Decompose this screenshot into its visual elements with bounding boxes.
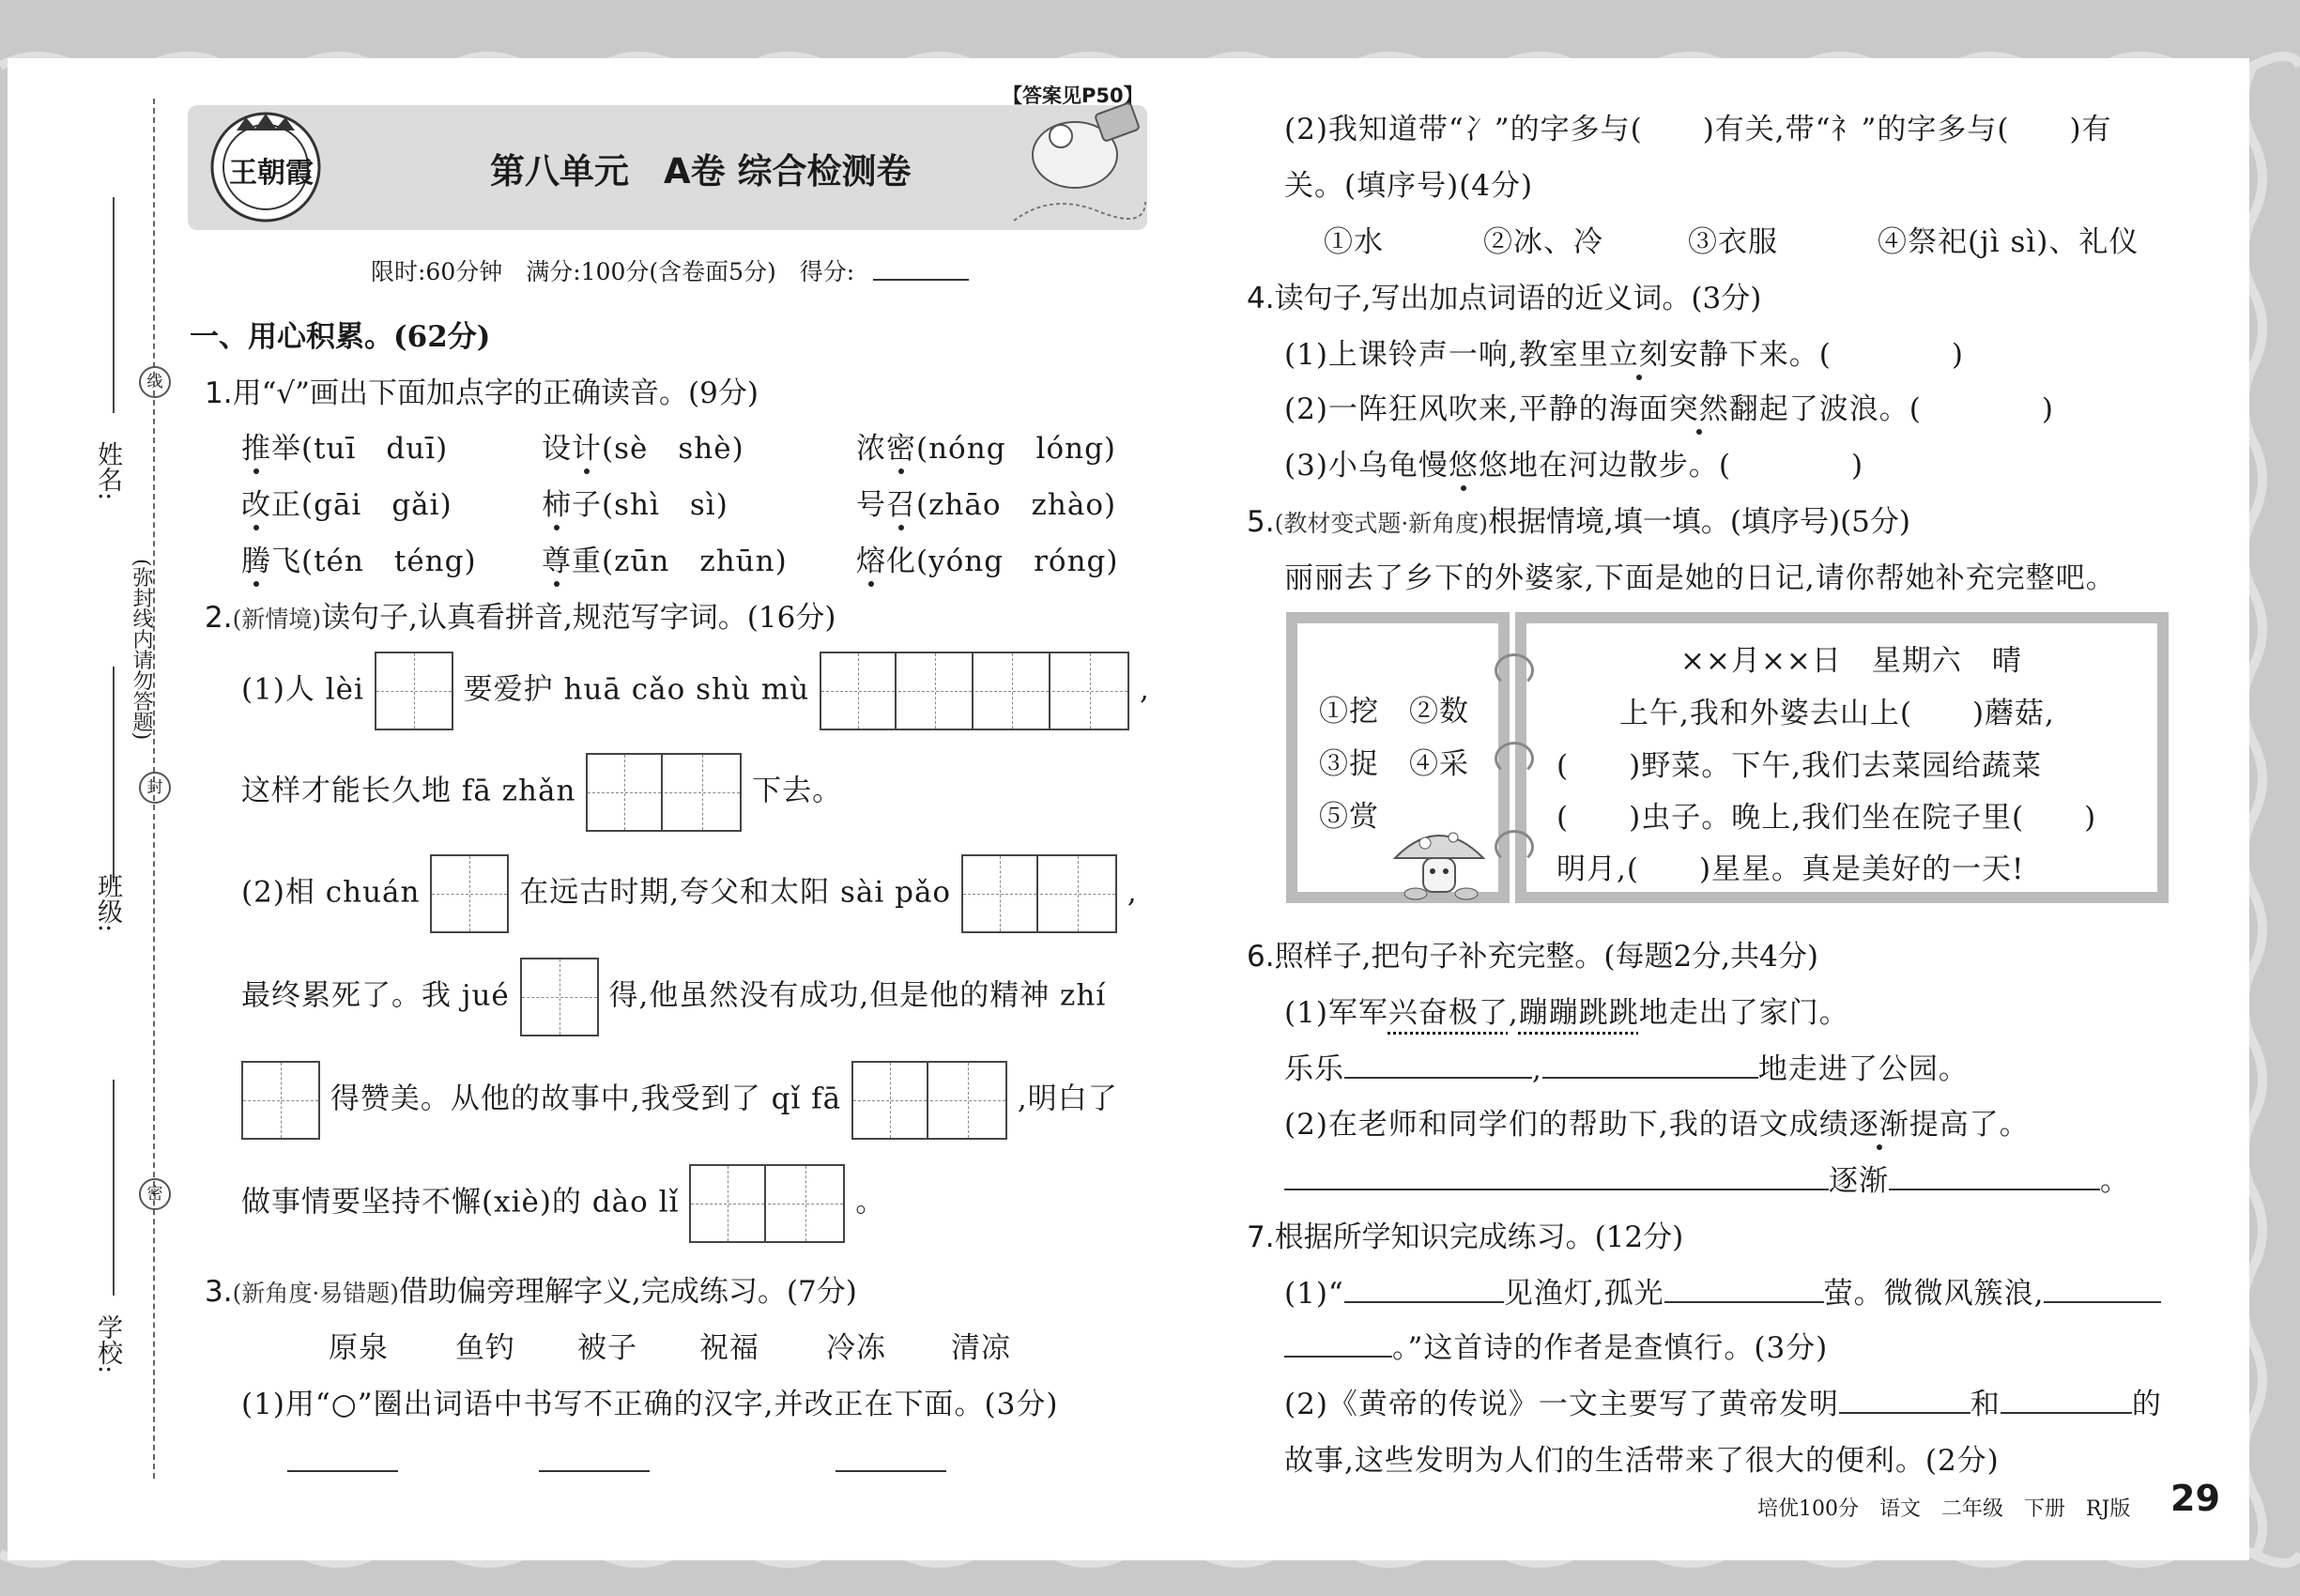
- answer-blank[interactable]: [1542, 1049, 1758, 1079]
- q7: [1247, 1213, 1683, 1255]
- q6-exercise-2: 逐渐 。: [1284, 1157, 2130, 1199]
- school-label: 学校:: [93, 1314, 122, 1374]
- q4-sentence-1: (1)上课铃声一响,教室里立刻安静下来。( ): [1284, 330, 1964, 373]
- q6-number: 6.: [1247, 940, 1275, 974]
- box-ring: [1495, 653, 1534, 687]
- answer-blank[interactable]: [1344, 1273, 1504, 1303]
- q2: [205, 593, 836, 636]
- q5: [1247, 498, 1910, 540]
- answer-blank[interactable]: [1284, 1160, 1829, 1190]
- q3-option-3: ③衣服: [1688, 225, 1778, 259]
- mascot-illustration: [995, 89, 1155, 230]
- seal-xian: 线: [139, 366, 171, 398]
- q7-number: 7.: [1247, 1220, 1275, 1254]
- answer-line[interactable]: [836, 1470, 946, 1472]
- answer-blank[interactable]: [2044, 1273, 2161, 1303]
- q6-exercise-1: 乐乐 , 地走进了公园。: [1284, 1045, 1969, 1087]
- class-underline: [113, 667, 115, 882]
- seal-mi: 密: [139, 1178, 171, 1210]
- tian-grid[interactable]: [586, 753, 742, 832]
- tian-grid[interactable]: [430, 854, 509, 933]
- score-blank: [873, 279, 969, 281]
- q5-number: 5.: [1247, 505, 1275, 539]
- q2-line-1: (1)人 lèi 要爱护 huā cǎo shù mù ,: [241, 652, 1150, 730]
- q3-option-4: ④祭祀(jì sì)、礼仪: [1878, 225, 2139, 259]
- mushroom-illustration: [1388, 815, 1491, 901]
- diary-line-2: ( )野菜。下午,我们去菜园给蔬菜: [1556, 749, 2043, 783]
- q1-item-1: 推举(tuī duī): [241, 424, 448, 467]
- page-title: 第八单元 A卷 综合检测卷: [490, 151, 912, 192]
- q3-sub-1: (1)用“○”圈出词语中书写不正确的汉字,并改正在下面。(3分): [241, 1388, 1059, 1421]
- box-ring: [1495, 830, 1534, 864]
- seal-feng: 封: [139, 772, 171, 804]
- diary-line-3: ( )虫子。晚上,我们坐在院子里( ): [1556, 801, 2097, 835]
- answer-blank[interactable]: [1839, 1384, 1970, 1414]
- q2-line-2: 这样才能长久地 fā zhǎn 下去。: [241, 753, 842, 832]
- tian-grid[interactable]: [241, 1061, 320, 1140]
- q2-text: 读句子,认真看拼音,规范写字词。(16分): [321, 601, 836, 635]
- q1-number: 1.: [205, 376, 233, 410]
- tian-grid[interactable]: [851, 1061, 1007, 1140]
- q1-item-5: 柿子(shì sì): [542, 481, 728, 523]
- q1-item-6: 号召(zhāo zhào): [856, 481, 1116, 523]
- section-1-heading: 一、用心积累。(62分): [190, 320, 491, 354]
- q5-options-row-3: ⑤赏: [1319, 800, 1379, 834]
- q2-line-3: (2)相 chuán 在远古时期,夸父和太阳 sài pǎo ,: [241, 854, 1138, 933]
- q2-line-5: 得赞美。从他的故事中,我受到了 qǐ fā ,明白了: [241, 1061, 1118, 1140]
- page-number: 29: [2170, 1478, 2220, 1519]
- q1-item-2: 设计(sè shè): [542, 424, 744, 467]
- q1-item-3: 浓密(nóng lóng): [856, 424, 1116, 467]
- q7-part-2-line-1: (2)《黄帝的传说》一文主要写了黄帝发明 和 的: [1284, 1380, 2162, 1422]
- q3: [205, 1267, 857, 1310]
- name-label: 姓名:: [93, 441, 122, 501]
- q3-text: 借助偏旁理解字义,完成练习。(7分): [399, 1275, 857, 1309]
- tian-grid[interactable]: [961, 854, 1117, 933]
- q1-text: 用“√”画出下面加点字的正确读音。(9分): [232, 376, 759, 410]
- q7-text: 根据所学知识完成练习。(12分): [1274, 1220, 1684, 1254]
- q7-part-1-line-1: (1)“ 见渔灯,孤光 萤。微微风簇浪,: [1284, 1269, 2161, 1312]
- school-underline: [113, 1080, 115, 1296]
- q4-number: 4.: [1247, 282, 1275, 315]
- answer-blank[interactable]: [1889, 1160, 2100, 1190]
- q6-example-2: (2)在老师和同学们的帮助下,我的语文成绩逐渐提高了。: [1284, 1100, 2030, 1143]
- diary-date: ××月××日 星期六 晴: [1680, 644, 2022, 678]
- q7-part-2-line-2: 故事,这些发明为人们的生活带来了很大的便利。(2分): [1284, 1444, 2000, 1478]
- answer-blank[interactable]: [1284, 1327, 1392, 1358]
- q5-intro: 丽丽去了乡下的外婆家,下面是她的日记,请你帮她补充完整吧。: [1284, 561, 2116, 595]
- q4-sentence-2: (2)一阵狂风吹来,平静的海面突然翻起了波浪。( ): [1284, 385, 2054, 427]
- q5-text: 根据情境,填一填。(填序号)(5分): [1488, 505, 1910, 539]
- q3-sub-2-line-1: (2)我知道带“冫”的字多与( )有关,带“礻”的字多与( )有: [1284, 113, 2112, 146]
- q1-item-4: 改正(gāi gǎi): [241, 481, 452, 523]
- answer-blank[interactable]: [2001, 1384, 2132, 1414]
- answer-blank[interactable]: [1344, 1049, 1532, 1079]
- class-label: 班级:: [93, 873, 122, 933]
- q3-sub-2-line-2: 关。(填序号)(4分): [1284, 169, 1534, 203]
- q1-item-7: 腾飞(tén téng): [241, 537, 477, 579]
- answer-line[interactable]: [539, 1470, 650, 1472]
- q4-text: 读句子,写出加点词语的近义词。(3分): [1274, 282, 1762, 315]
- q1-item-9: 熔化(yóng róng): [856, 537, 1118, 579]
- q2-line-4: 最终累死了。我 jué 得,他虽然没有成功,但是他的精神 zhí: [241, 958, 1106, 1036]
- tian-grid[interactable]: [375, 652, 453, 730]
- answer-line[interactable]: [287, 1470, 398, 1472]
- q2-line-6: 做事情要坚持不懈(xiè)的 dào lǐ 。: [241, 1164, 885, 1243]
- tian-grid[interactable]: [689, 1164, 845, 1243]
- footer-text: 培优100分 语文 二年级 下册 RJ版: [1757, 1497, 2131, 1521]
- logo-text: 王朝霞: [229, 157, 314, 190]
- q3-option-2: ②冰、冷: [1483, 225, 1603, 259]
- q1: [205, 369, 759, 411]
- diary-line-4: 明月,( )星星。真是美好的一天!: [1556, 852, 2025, 886]
- q3-number: 3.: [205, 1275, 233, 1309]
- q6-example-1: (1)军军兴奋极了,蹦蹦跳跳地走出了家门。: [1284, 996, 1849, 1030]
- q5-options-row-2: ③捉 ④采: [1319, 747, 1469, 781]
- box-ring: [1495, 742, 1534, 775]
- tian-grid[interactable]: [820, 652, 1129, 730]
- answer-ref: 【答案见P50】: [1003, 84, 1143, 107]
- q3-word-2: 鱼钓: [455, 1331, 515, 1365]
- name-underline: [113, 197, 115, 413]
- tian-grid[interactable]: [520, 958, 599, 1036]
- q3-word-5: 冷冻: [826, 1331, 886, 1365]
- q3-word-4: 祝福: [699, 1331, 759, 1365]
- q4-sentence-3: (3)小乌龟慢悠悠地在河边散步。( ): [1284, 441, 1863, 483]
- q7-part-1-line-2: 。”这首诗的作者是查慎行。(3分): [1284, 1324, 1828, 1366]
- q5-options-row-1: ①挖 ②数: [1319, 695, 1469, 729]
- seal-note: (弥封线内请勿答题): [130, 559, 153, 741]
- q1-item-8: 尊重(zūn zhūn): [542, 537, 788, 579]
- title-logo: [208, 110, 323, 224]
- q6-text: 照样子,把句子补充完整。(每题2分,共4分): [1274, 940, 1818, 974]
- q3-word-3: 被子: [577, 1331, 637, 1365]
- q5-tag: (教材变式题·新角度): [1274, 510, 1489, 537]
- q3-word-1: 原泉: [329, 1331, 389, 1365]
- answer-blank[interactable]: [1664, 1273, 1824, 1303]
- q3-word-6: 清凉: [951, 1331, 1011, 1365]
- q2-number: 2.: [205, 601, 233, 635]
- q3-option-1: ①水: [1324, 225, 1384, 259]
- q3-tag: (新角度·易错题): [232, 1280, 400, 1307]
- q6: [1247, 932, 1818, 974]
- exam-info: 限时:60分钟 满分:100分(含卷面5分) 得分:: [371, 258, 855, 285]
- q2-tag: (新情境): [232, 606, 322, 633]
- q4: [1247, 274, 1761, 316]
- diary-line-1: 上午,我和外婆去山上( )蘑菇,: [1619, 697, 2055, 730]
